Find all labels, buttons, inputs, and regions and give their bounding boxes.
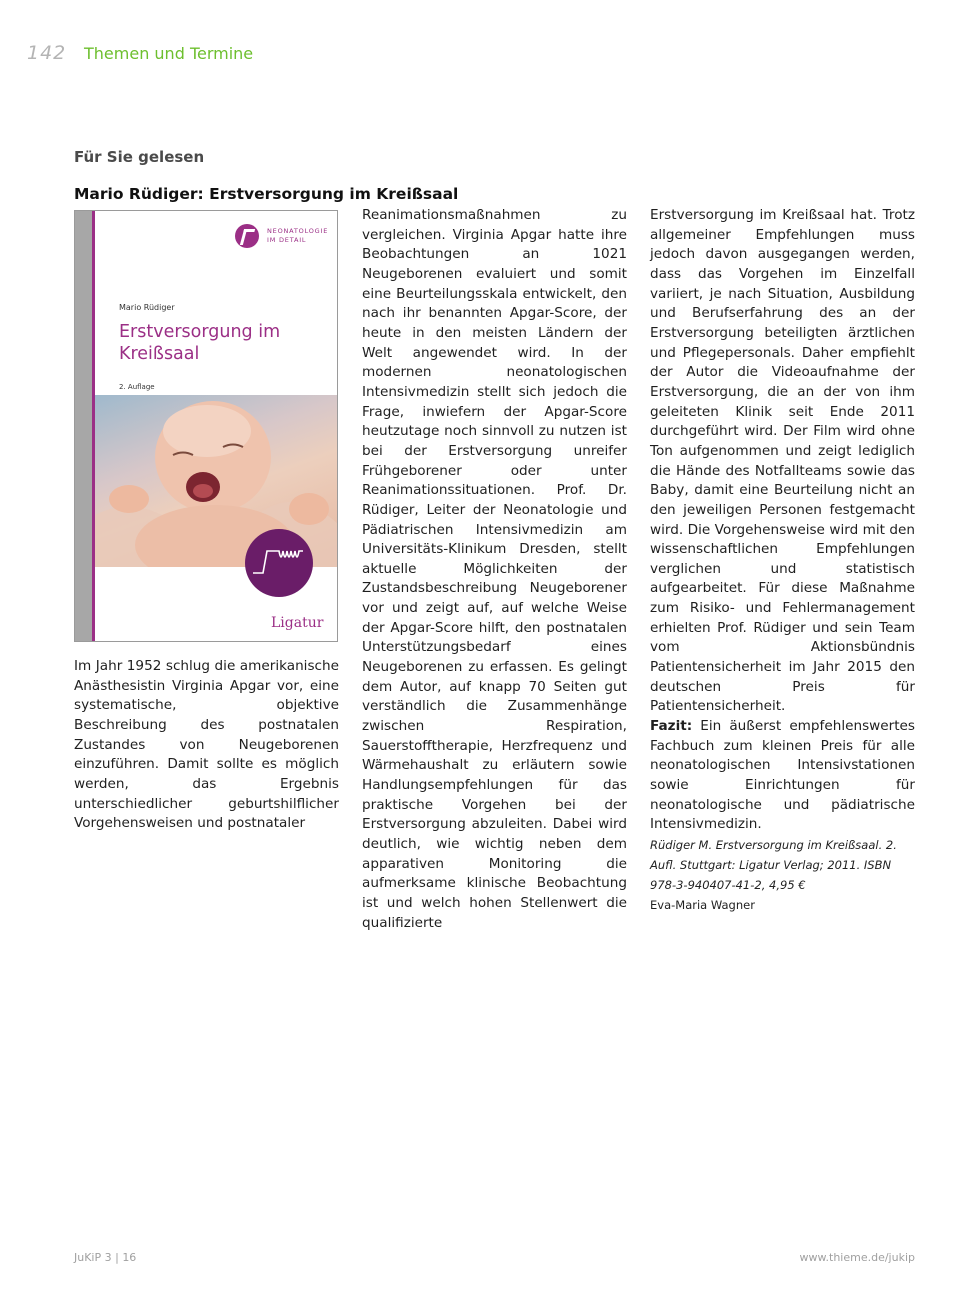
- book-citation: Rüdiger M. Erstversorgung im Kreißsaal. 2. Aufl. Stuttgart: Ligatur Verlag; 2011. ISBN 978-3-940407-41-2, 4,95 €: [650, 838, 897, 892]
- series-logo-icon: [235, 224, 259, 248]
- body-paragraph: Im Jahr 1952 schlug die amerikanische Anästhesistin Virginia Apgar vor, eine systematische, objektive Beschreibung des postnatalen Zustandes von Neugeborenen einzuführen. Damit sollte es möglich werden, das Ergebnis unterschiedlicher geburtshilflicher Vorgehensweisen und postnataler: [74, 658, 339, 832]
- text-column-2: [362, 206, 627, 933]
- cover-series-line2: IM DETAIL: [267, 236, 307, 244]
- cover-series-line1: NEONATOLOGIE: [267, 227, 329, 235]
- article-title: Mario Rüdiger: Erstversorgung im Kreißsaal: [74, 185, 459, 203]
- cover-author: Mario Rüdiger: [119, 303, 175, 312]
- conclusion-paragraph: [650, 717, 915, 835]
- cover-publisher: Ligatur: [271, 615, 324, 631]
- conclusion-label: Fazit:: [650, 718, 693, 735]
- conclusion-text: Ein äußerst empfehlenswertes Fachbuch zum kleinen Preis für alle neonatologischen Intensivstationen sowie Einrichtungen für neonatologische und pädiatrische Intensivmedizin.: [650, 718, 915, 833]
- page-number: 142: [27, 42, 67, 64]
- cover-series: [267, 227, 328, 245]
- cover-edition: 2. Auflage: [119, 383, 155, 391]
- text-column-1: [74, 657, 339, 834]
- cover-spine: [75, 211, 92, 641]
- journal-issue: JuKiP 3 | 16: [74, 1251, 137, 1264]
- rubric-heading: Für Sie gelesen: [74, 148, 205, 166]
- section-title: Themen und Termine: [84, 44, 254, 63]
- cover-title: Erstversorgung im Kreißsaal: [119, 322, 281, 364]
- body-paragraph: Erstversorgung im Kreißsaal hat. Trotz allgemeiner Empfehlungen muss jedoch davon ausgegangen werden, dass das Vorgehen im Einzelfall variiert, je nach Situation, Ausbildung und Berufserfahrung des an der Erstversorgung beteiligten ärztlichen und Pflegepersonals. Daher empfiehlt der Autor die Videoaufnahme der Erstversorgung, die an der von ihm geleiteten Klinik seit Ende 2011 durchgeführt wird. Der Film wird ohne Ton aufgenommen und zeigt lediglich die Hände des Notfallteams sowie das Baby, damit eine Beurteilung nicht an den jeweiligen Personen festgemacht wird. Die Vorgehensweise wird mit den wissenschaftlichen Empfehlungen verglichen und statistisch aufgearbeitet. Für diese Maßnahme zum Risiko- und Fehlermanagement erhielten Prof. Rüdiger und sein Team vom Aktionsbündnis Patientensicherheit im Jahr 2015 den deutschen Preis für Patientensicherheit.: [650, 207, 915, 715]
- publisher-url: www.thieme.de/jukip: [799, 1251, 915, 1264]
- text-column-3: [650, 206, 915, 915]
- body-paragraph: Reanimationsmaßnahmen zu vergleichen. Virginia Apgar hatte ihre Beobachtungen an 1021 Neugeborenen evaluiert und somit eine Beurteilungsskala entwickelt, den nach ihr benannten Apgar-Score, der heute in den meisten Ländern der Welt angewendet wird. In der modernen neonatologischen Intensivmedizin stellt sich jedoch die Frage, inwiefern der Apgar-Score heutzutage noch sinnvoll zu nutzen ist bei der Erstversorgung unreifer Frühgeborener oder unter Reanimationssituationen. Prof. Dr. Rüdiger, Leiter der Neonatologie und Pädiatrischen Intensivmedizin am Universitäts-Klinikum Dresden, stellt aktuelle Möglichkeiten der Zustandsbeschreibung Neugeborener vor und zeigt auf, auf welche Weise der Apgar-Score hilft, den postnatalen Unterstützungsbedarf eines Neugeborenen zu erfassen. Es gelingt dem Autor, auf knapp 70 Seiten gut verständlich die Zusammenhänge zwischen Respiration, Sauerstofftherapie, Herzfrequenz und Wärmehaushalt zu erläutern sowie Handlungsempfehlungen für das praktische Vorgehen bei der Erstversorgung abzuleiten. Dabei wird deutlich, wie wichtig neben dem apparativen Monitoring die aufmerksame klinische Beobachtung ist und welch hohen Stellenwert die qualifizierte: [362, 207, 627, 931]
- cover-monitor-badge: [245, 529, 313, 597]
- book-cover-image: [74, 210, 338, 642]
- reviewer-name: Eva-Maria Wagner: [650, 898, 755, 912]
